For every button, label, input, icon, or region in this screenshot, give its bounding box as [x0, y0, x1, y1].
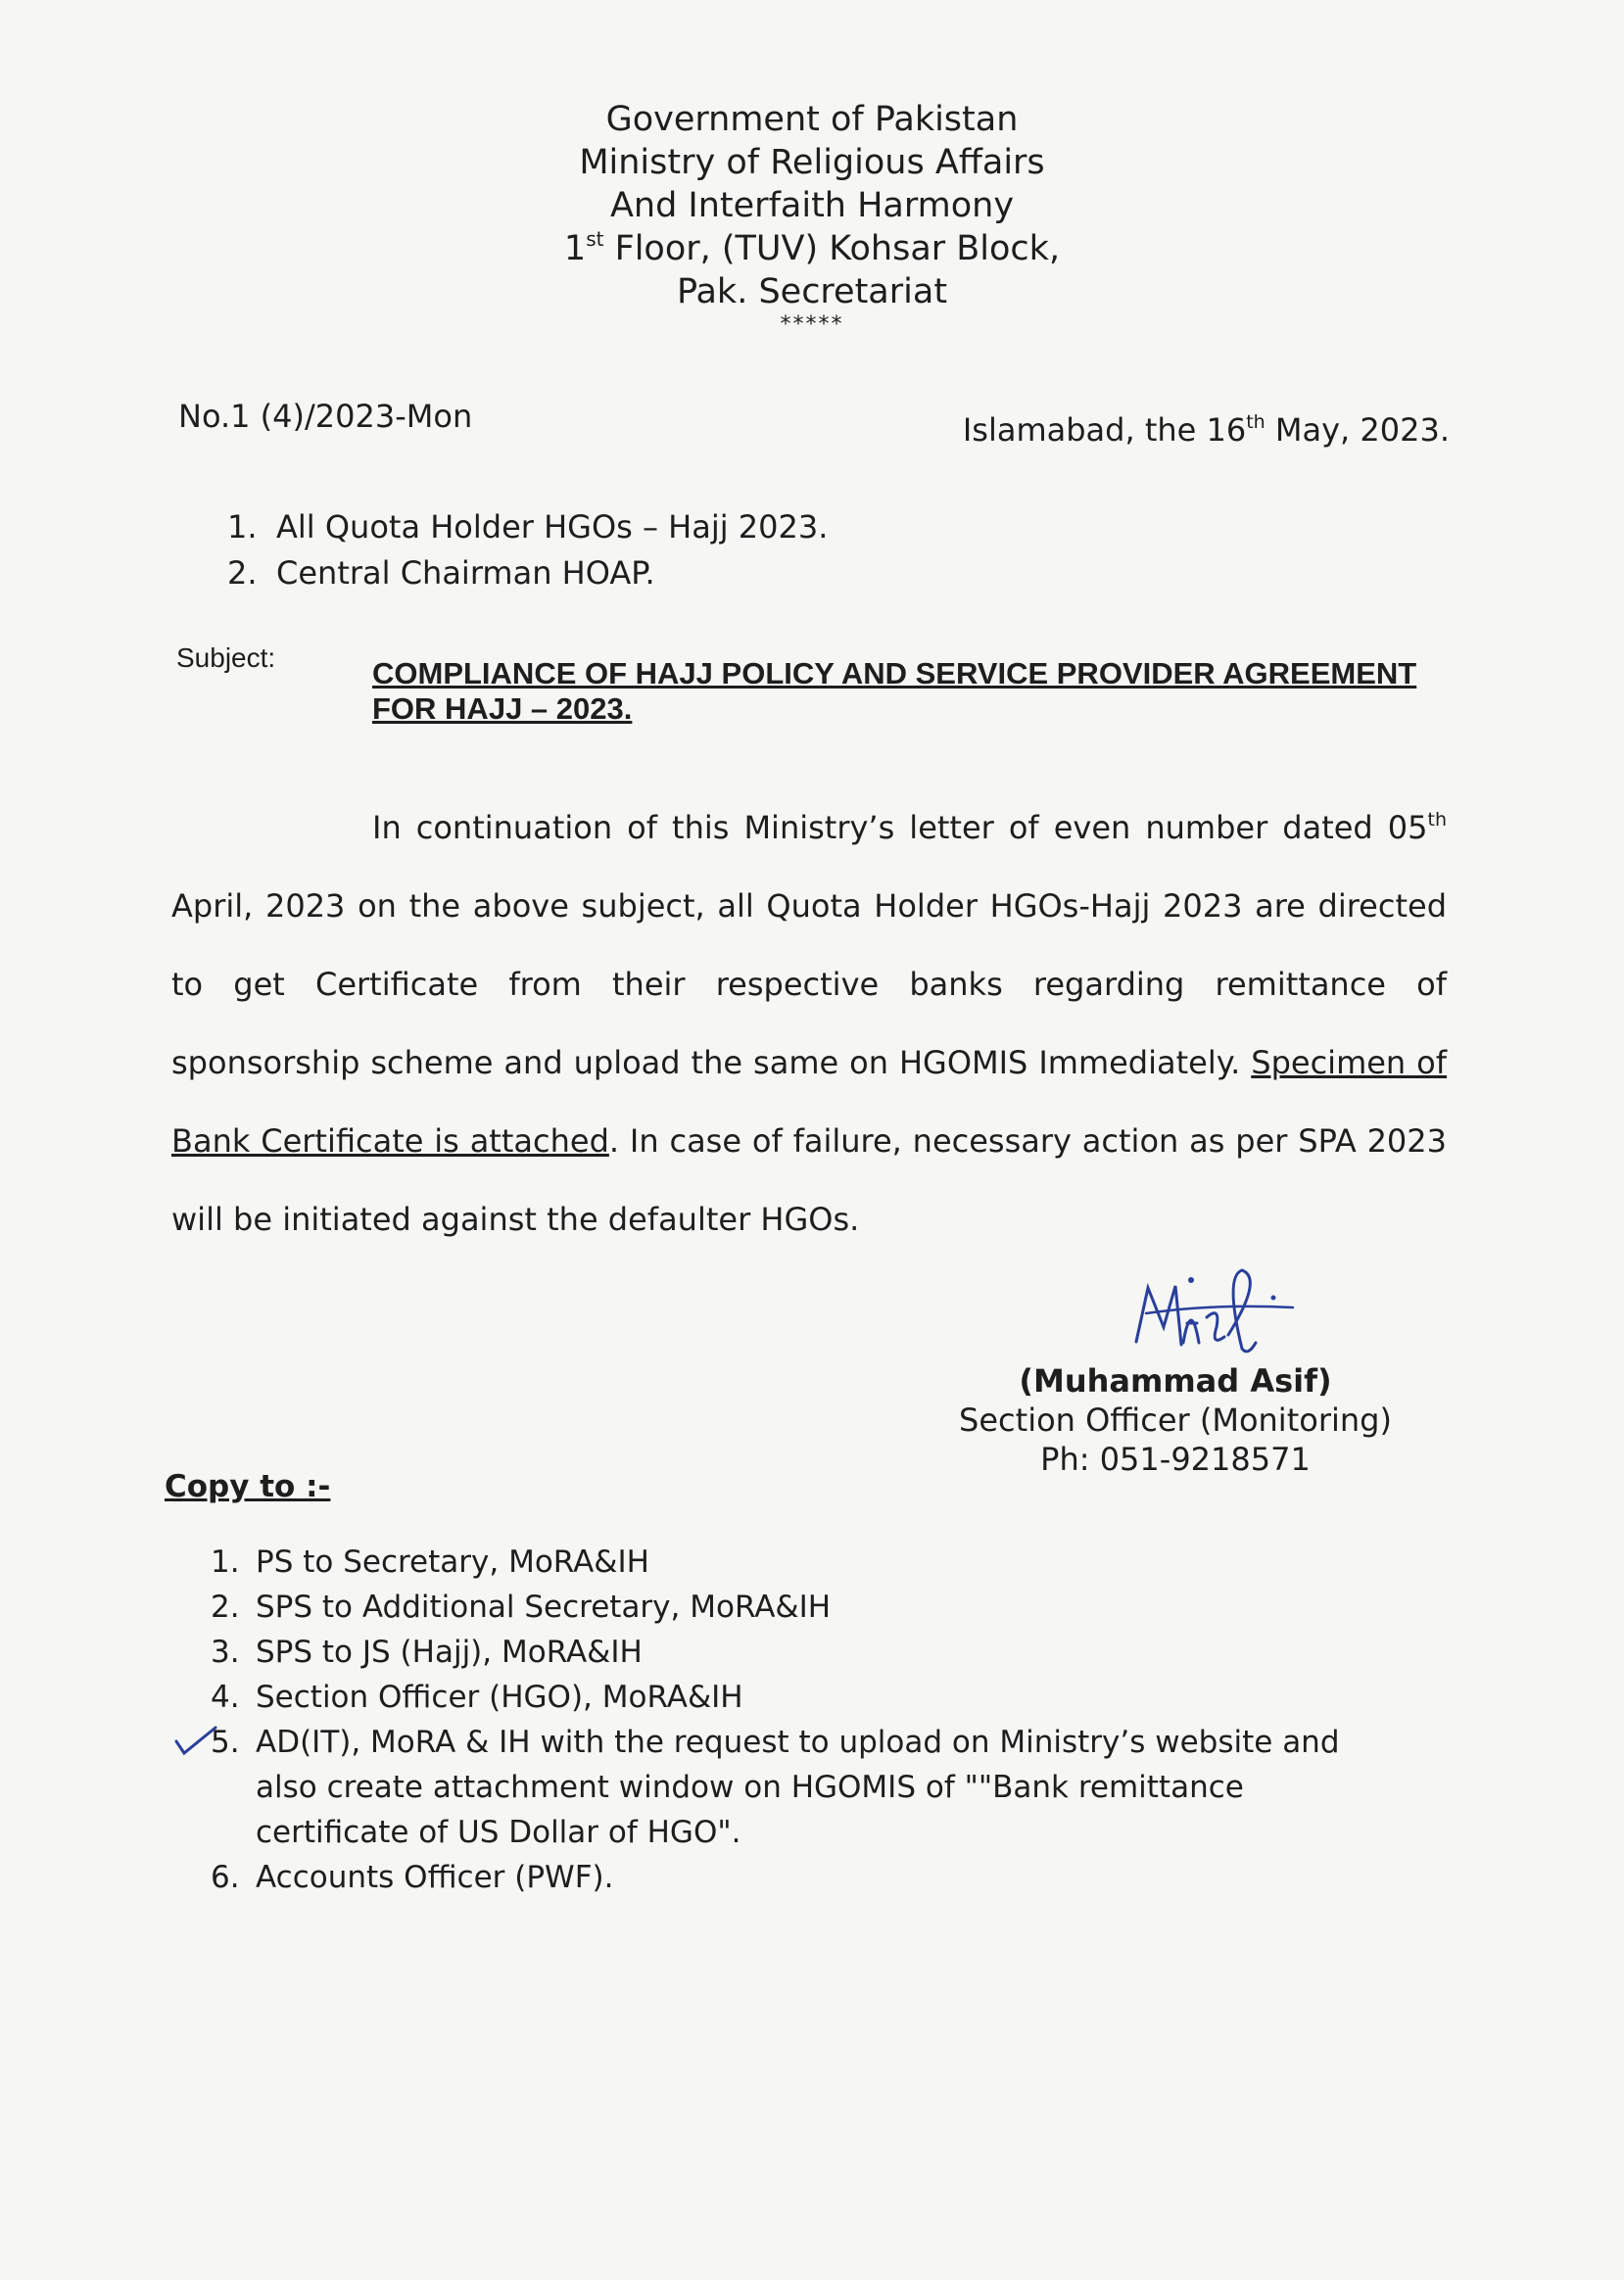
address-floor-rest: Floor, (TUV) Kohsar Block, — [603, 229, 1061, 268]
date-suffix: May, 2023. — [1265, 411, 1450, 449]
copy-to-heading: Copy to :- — [165, 1469, 331, 1504]
copy-to-text: Section Officer (HGO), MoRA&IH — [256, 1680, 743, 1715]
date-prefix: Islamabad, the 16 — [962, 411, 1247, 449]
address-floor-suffix: st — [586, 227, 604, 251]
copy-to-number: 3. — [211, 1635, 240, 1670]
signatory-name: (Muhammad Asif) — [1019, 1362, 1332, 1400]
addressee-text: Central Chairman HOAP. — [276, 554, 655, 592]
addressee-number: 2. — [227, 554, 258, 592]
body-day-suffix: th — [1427, 809, 1447, 831]
copy-to-number: 6. — [211, 1860, 240, 1895]
copy-to-text: Accounts Officer (PWF). — [256, 1860, 614, 1895]
letterhead-address — [0, 227, 1624, 270]
copy-to-item — [211, 1630, 1406, 1675]
subject-heading: COMPLIANCE OF HAJJ POLICY AND SERVICE PROVIDER AGREEMENT FOR HAJJ – 2023. — [372, 656, 1417, 726]
body-part-1: In continuation of this Ministry’s letter of even number dated 05 — [372, 809, 1428, 846]
addressee-text: All Quota Holder HGOs – Hajj 2023. — [276, 508, 829, 546]
reference-number: No.1 (4)/2023-Mon — [178, 398, 473, 435]
date-day-suffix: th — [1246, 411, 1266, 433]
body-part-3: . In case of failure, necessary action as per SPA 2023 will be initiated against the defaulter HGOs. — [171, 1122, 1448, 1238]
body-part-2: April, 2023 on the above subject, all Quota Holder HGOs-Hajj 2023 are directed to get Certificate from their respective banks regarding remittance of sponsorship scheme and upload the same on HGOMIS Immediately. — [171, 887, 1447, 1081]
body-underlined-note: Specimen of Bank Certificate is attached — [171, 1044, 1448, 1160]
letterhead-ministry-cont: And Interfaith Harmony — [609, 186, 1015, 225]
copy-to-item — [211, 1855, 1406, 1900]
signatory-designation: Section Officer (Monitoring) — [959, 1401, 1392, 1439]
subject-label: Subject: — [176, 642, 276, 673]
copy-to-item — [211, 1720, 1406, 1855]
copy-to-number: 2. — [211, 1590, 240, 1625]
signatory-phone: Ph: 051-9218571 — [1040, 1441, 1311, 1478]
copy-to-number: 4. — [211, 1680, 240, 1715]
addressee-item — [227, 504, 828, 550]
copy-to-text: SPS to JS (Hajj), MoRA&IH — [256, 1635, 643, 1670]
letterhead-stars: ***** — [780, 312, 844, 337]
copy-to-number: 5. — [211, 1725, 240, 1760]
addressee-item — [227, 550, 828, 596]
address-floor-number: 1 — [563, 229, 587, 268]
body-paragraph — [171, 788, 1447, 1259]
copy-to-text: PS to Secretary, MoRA&IH — [256, 1544, 649, 1580]
copy-to-text: SPS to Additional Secretary, MoRA&IH — [256, 1590, 832, 1625]
addressee-list — [227, 504, 828, 596]
signatory-block — [931, 1361, 1420, 1479]
copy-to-item — [211, 1675, 1406, 1720]
handwritten-signature — [1126, 1259, 1303, 1366]
letterhead — [0, 98, 1624, 337]
copy-to-item — [211, 1540, 1406, 1585]
letter-date — [963, 411, 1450, 449]
copy-to-text: AD(IT), MoRA & IH with the request to upload on Ministry’s website and also create attachment window on HGOMIS of ""Bank remittance certificate of US Dollar of HGO". — [256, 1725, 1340, 1850]
addressee-number: 1. — [227, 508, 258, 546]
copy-to-list — [211, 1540, 1406, 1900]
letterhead-secretariat: Pak. Secretariat — [676, 272, 948, 311]
copy-to-item — [211, 1585, 1406, 1630]
letterhead-government: Government of Pakistan — [605, 100, 1019, 139]
copy-to-number: 1. — [211, 1544, 240, 1580]
letterhead-ministry: Ministry of Religious Affairs — [579, 143, 1045, 182]
